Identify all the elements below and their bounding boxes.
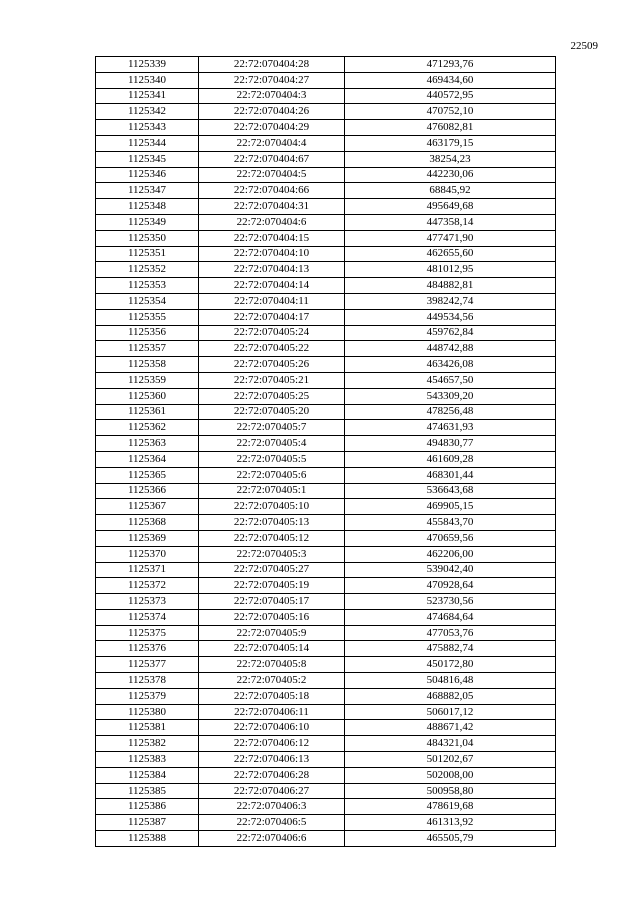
row-id-cell: 1125355: [96, 309, 199, 325]
row-id-cell: 1125354: [96, 293, 199, 309]
table-row: [96, 609, 556, 625]
value-cell: 470659,56: [345, 530, 556, 546]
table-row: [96, 388, 556, 404]
value-cell: 449534,56: [345, 309, 556, 325]
row-id-cell: 1125352: [96, 262, 199, 278]
row-id-cell: 1125363: [96, 436, 199, 452]
value-cell: 523730,56: [345, 594, 556, 610]
cadastral-number-cell: 22:72:070405:18: [199, 688, 345, 704]
table-row: [96, 246, 556, 262]
value-cell: 536643,68: [345, 483, 556, 499]
table-row: [96, 831, 556, 847]
value-cell: 469434,60: [345, 72, 556, 88]
cadastral-number-cell: 22:72:070404:3: [199, 88, 345, 104]
table-row: [96, 799, 556, 815]
row-id-cell: 1125366: [96, 483, 199, 499]
value-cell: 484321,04: [345, 736, 556, 752]
table-row: [96, 357, 556, 373]
row-id-cell: 1125367: [96, 499, 199, 515]
table-row: [96, 673, 556, 689]
row-id-cell: 1125341: [96, 88, 199, 104]
table-row: [96, 309, 556, 325]
cadastral-number-cell: 22:72:070404:27: [199, 72, 345, 88]
cadastral-number-cell: 22:72:070405:27: [199, 562, 345, 578]
value-cell: 543309,20: [345, 388, 556, 404]
row-id-cell: 1125383: [96, 752, 199, 768]
value-cell: 450172,80: [345, 657, 556, 673]
row-id-cell: 1125361: [96, 404, 199, 420]
value-cell: 470752,10: [345, 104, 556, 120]
table-row: [96, 135, 556, 151]
value-cell: 463179,15: [345, 135, 556, 151]
row-id-cell: 1125387: [96, 815, 199, 831]
value-cell: 500958,80: [345, 783, 556, 799]
cadastral-number-cell: 22:72:070405:7: [199, 420, 345, 436]
cadastral-number-cell: 22:72:070405:17: [199, 594, 345, 610]
cadastral-number-cell: 22:72:070405:26: [199, 357, 345, 373]
value-cell: 462655,60: [345, 246, 556, 262]
table-row: [96, 436, 556, 452]
cadastral-number-cell: 22:72:070405:1: [199, 483, 345, 499]
row-id-cell: 1125346: [96, 167, 199, 183]
row-id-cell: 1125368: [96, 515, 199, 531]
cadastral-number-cell: 22:72:070405:19: [199, 578, 345, 594]
row-id-cell: 1125388: [96, 831, 199, 847]
row-id-cell: 1125348: [96, 199, 199, 215]
cadastral-number-cell: 22:72:070406:3: [199, 799, 345, 815]
row-id-cell: 1125371: [96, 562, 199, 578]
table-row: [96, 293, 556, 309]
value-cell: 478619,68: [345, 799, 556, 815]
row-id-cell: 1125350: [96, 230, 199, 246]
cadastral-number-cell: 22:72:070405:13: [199, 515, 345, 531]
value-cell: 468301,44: [345, 467, 556, 483]
value-cell: 477471,90: [345, 230, 556, 246]
cadastral-number-cell: 22:72:070406:12: [199, 736, 345, 752]
row-id-cell: 1125353: [96, 278, 199, 294]
table-row: [96, 641, 556, 657]
value-cell: 471293,76: [345, 57, 556, 73]
table-row: [96, 704, 556, 720]
row-id-cell: 1125351: [96, 246, 199, 262]
table-row: [96, 483, 556, 499]
table-row: [96, 688, 556, 704]
table-row: [96, 594, 556, 610]
cadastral-number-cell: 22:72:070405:14: [199, 641, 345, 657]
row-id-cell: 1125380: [96, 704, 199, 720]
value-cell: 455843,70: [345, 515, 556, 531]
cadastral-number-cell: 22:72:070404:5: [199, 167, 345, 183]
table-row: [96, 546, 556, 562]
row-id-cell: 1125377: [96, 657, 199, 673]
cadastral-number-cell: 22:72:070405:24: [199, 325, 345, 341]
cadastral-number-cell: 22:72:070405:21: [199, 372, 345, 388]
value-cell: 461313,92: [345, 815, 556, 831]
cadastral-number-cell: 22:72:070405:12: [199, 530, 345, 546]
cadastral-number-cell: 22:72:070405:3: [199, 546, 345, 562]
row-id-cell: 1125364: [96, 451, 199, 467]
row-id-cell: 1125356: [96, 325, 199, 341]
value-cell: 494830,77: [345, 436, 556, 452]
table-row: [96, 72, 556, 88]
cadastral-number-cell: 22:72:070405:25: [199, 388, 345, 404]
cadastral-number-cell: 22:72:070405:22: [199, 341, 345, 357]
cadastral-number-cell: 22:72:070405:4: [199, 436, 345, 452]
value-cell: 470928,64: [345, 578, 556, 594]
row-id-cell: 1125347: [96, 183, 199, 199]
table-row: [96, 341, 556, 357]
row-id-cell: 1125375: [96, 625, 199, 641]
cadastral-number-cell: 22:72:070406:5: [199, 815, 345, 831]
table-row: [96, 199, 556, 215]
value-cell: 501202,67: [345, 752, 556, 768]
cadastral-number-cell: 22:72:070405:9: [199, 625, 345, 641]
table-row: [96, 404, 556, 420]
cadastral-number-cell: 22:72:070404:10: [199, 246, 345, 262]
value-cell: 462206,00: [345, 546, 556, 562]
table-row: [96, 578, 556, 594]
value-cell: 474684,64: [345, 609, 556, 625]
table-row: [96, 230, 556, 246]
table-row: [96, 499, 556, 515]
value-cell: 469905,15: [345, 499, 556, 515]
value-cell: 504816,48: [345, 673, 556, 689]
cadastral-number-cell: 22:72:070404:11: [199, 293, 345, 309]
table-row: [96, 57, 556, 73]
value-cell: 478256,48: [345, 404, 556, 420]
row-id-cell: 1125376: [96, 641, 199, 657]
row-id-cell: 1125349: [96, 214, 199, 230]
cadastral-number-cell: 22:72:070404:29: [199, 120, 345, 136]
value-cell: 468882,05: [345, 688, 556, 704]
cadastral-number-cell: 22:72:070405:5: [199, 451, 345, 467]
row-id-cell: 1125378: [96, 673, 199, 689]
row-id-cell: 1125381: [96, 720, 199, 736]
cadastral-number-cell: 22:72:070404:15: [199, 230, 345, 246]
value-cell: 38254,23: [345, 151, 556, 167]
row-id-cell: 1125385: [96, 783, 199, 799]
row-id-cell: 1125345: [96, 151, 199, 167]
row-id-cell: 1125342: [96, 104, 199, 120]
value-cell: 398242,74: [345, 293, 556, 309]
cadastral-number-cell: 22:72:070404:4: [199, 135, 345, 151]
table-row: [96, 720, 556, 736]
table-row: [96, 183, 556, 199]
table-row: [96, 657, 556, 673]
cadastral-number-cell: 22:72:070405:10: [199, 499, 345, 515]
row-id-cell: 1125357: [96, 341, 199, 357]
table-body: [96, 57, 556, 847]
cadastral-number-cell: 22:72:070404:13: [199, 262, 345, 278]
value-cell: 448742,88: [345, 341, 556, 357]
cadastral-number-cell: 22:72:070406:10: [199, 720, 345, 736]
cadastral-number-cell: 22:72:070404:26: [199, 104, 345, 120]
row-id-cell: 1125365: [96, 467, 199, 483]
cadastral-number-cell: 22:72:070406:11: [199, 704, 345, 720]
table-row: [96, 167, 556, 183]
row-id-cell: 1125369: [96, 530, 199, 546]
value-cell: 475882,74: [345, 641, 556, 657]
value-cell: 539042,40: [345, 562, 556, 578]
value-cell: 474631,93: [345, 420, 556, 436]
value-cell: 476082,81: [345, 120, 556, 136]
table-row: [96, 752, 556, 768]
value-cell: 459762,84: [345, 325, 556, 341]
cadastral-number-cell: 22:72:070405:8: [199, 657, 345, 673]
cadastral-number-cell: 22:72:070406:13: [199, 752, 345, 768]
value-cell: 465505,79: [345, 831, 556, 847]
table-row: [96, 736, 556, 752]
row-id-cell: 1125358: [96, 357, 199, 373]
value-cell: 68845,92: [345, 183, 556, 199]
table-row: [96, 325, 556, 341]
row-id-cell: 1125372: [96, 578, 199, 594]
cadastral-number-cell: 22:72:070406:28: [199, 767, 345, 783]
row-id-cell: 1125359: [96, 372, 199, 388]
cadastral-number-cell: 22:72:070404:14: [199, 278, 345, 294]
cadastral-number-cell: 22:72:070405:2: [199, 673, 345, 689]
value-cell: 461609,28: [345, 451, 556, 467]
table-row: [96, 420, 556, 436]
table-row: [96, 151, 556, 167]
row-id-cell: 1125379: [96, 688, 199, 704]
table-row: [96, 451, 556, 467]
table-row: [96, 783, 556, 799]
value-cell: 463426,08: [345, 357, 556, 373]
cadastral-number-cell: 22:72:070405:6: [199, 467, 345, 483]
value-cell: 484882,81: [345, 278, 556, 294]
table-row: [96, 530, 556, 546]
cadastral-number-cell: 22:72:070404:66: [199, 183, 345, 199]
row-id-cell: 1125360: [96, 388, 199, 404]
cadastral-number-cell: 22:72:070404:28: [199, 57, 345, 73]
value-cell: 481012,95: [345, 262, 556, 278]
row-id-cell: 1125362: [96, 420, 199, 436]
row-id-cell: 1125386: [96, 799, 199, 815]
cadastral-number-cell: 22:72:070406:6: [199, 831, 345, 847]
table-row: [96, 120, 556, 136]
row-id-cell: 1125339: [96, 57, 199, 73]
table-row: [96, 467, 556, 483]
row-id-cell: 1125344: [96, 135, 199, 151]
value-cell: 442230,06: [345, 167, 556, 183]
cadastral-number-cell: 22:72:070404:17: [199, 309, 345, 325]
table-row: [96, 815, 556, 831]
row-id-cell: 1125343: [96, 120, 199, 136]
value-cell: 495649,68: [345, 199, 556, 215]
table-row: [96, 104, 556, 120]
row-id-cell: 1125373: [96, 594, 199, 610]
table-row: [96, 515, 556, 531]
cadastral-value-table: [95, 56, 556, 847]
table-row: [96, 262, 556, 278]
row-id-cell: 1125370: [96, 546, 199, 562]
row-id-cell: 1125374: [96, 609, 199, 625]
cadastral-number-cell: 22:72:070404:31: [199, 199, 345, 215]
value-cell: 502008,00: [345, 767, 556, 783]
cadastral-number-cell: 22:72:070404:67: [199, 151, 345, 167]
row-id-cell: 1125340: [96, 72, 199, 88]
value-cell: 440572,95: [345, 88, 556, 104]
value-cell: 447358,14: [345, 214, 556, 230]
value-cell: 477053,76: [345, 625, 556, 641]
cadastral-number-cell: 22:72:070406:27: [199, 783, 345, 799]
table-row: [96, 372, 556, 388]
value-cell: 488671,42: [345, 720, 556, 736]
table-row: [96, 214, 556, 230]
table-row: [96, 278, 556, 294]
cadastral-number-cell: 22:72:070404:6: [199, 214, 345, 230]
table-row: [96, 562, 556, 578]
cadastral-number-cell: 22:72:070405:16: [199, 609, 345, 625]
table-row: [96, 625, 556, 641]
value-cell: 454657,50: [345, 372, 556, 388]
table-row: [96, 88, 556, 104]
row-id-cell: 1125382: [96, 736, 199, 752]
table-row: [96, 767, 556, 783]
page-number: 22509: [570, 40, 598, 52]
cadastral-number-cell: 22:72:070405:20: [199, 404, 345, 420]
value-cell: 506017,12: [345, 704, 556, 720]
row-id-cell: 1125384: [96, 767, 199, 783]
